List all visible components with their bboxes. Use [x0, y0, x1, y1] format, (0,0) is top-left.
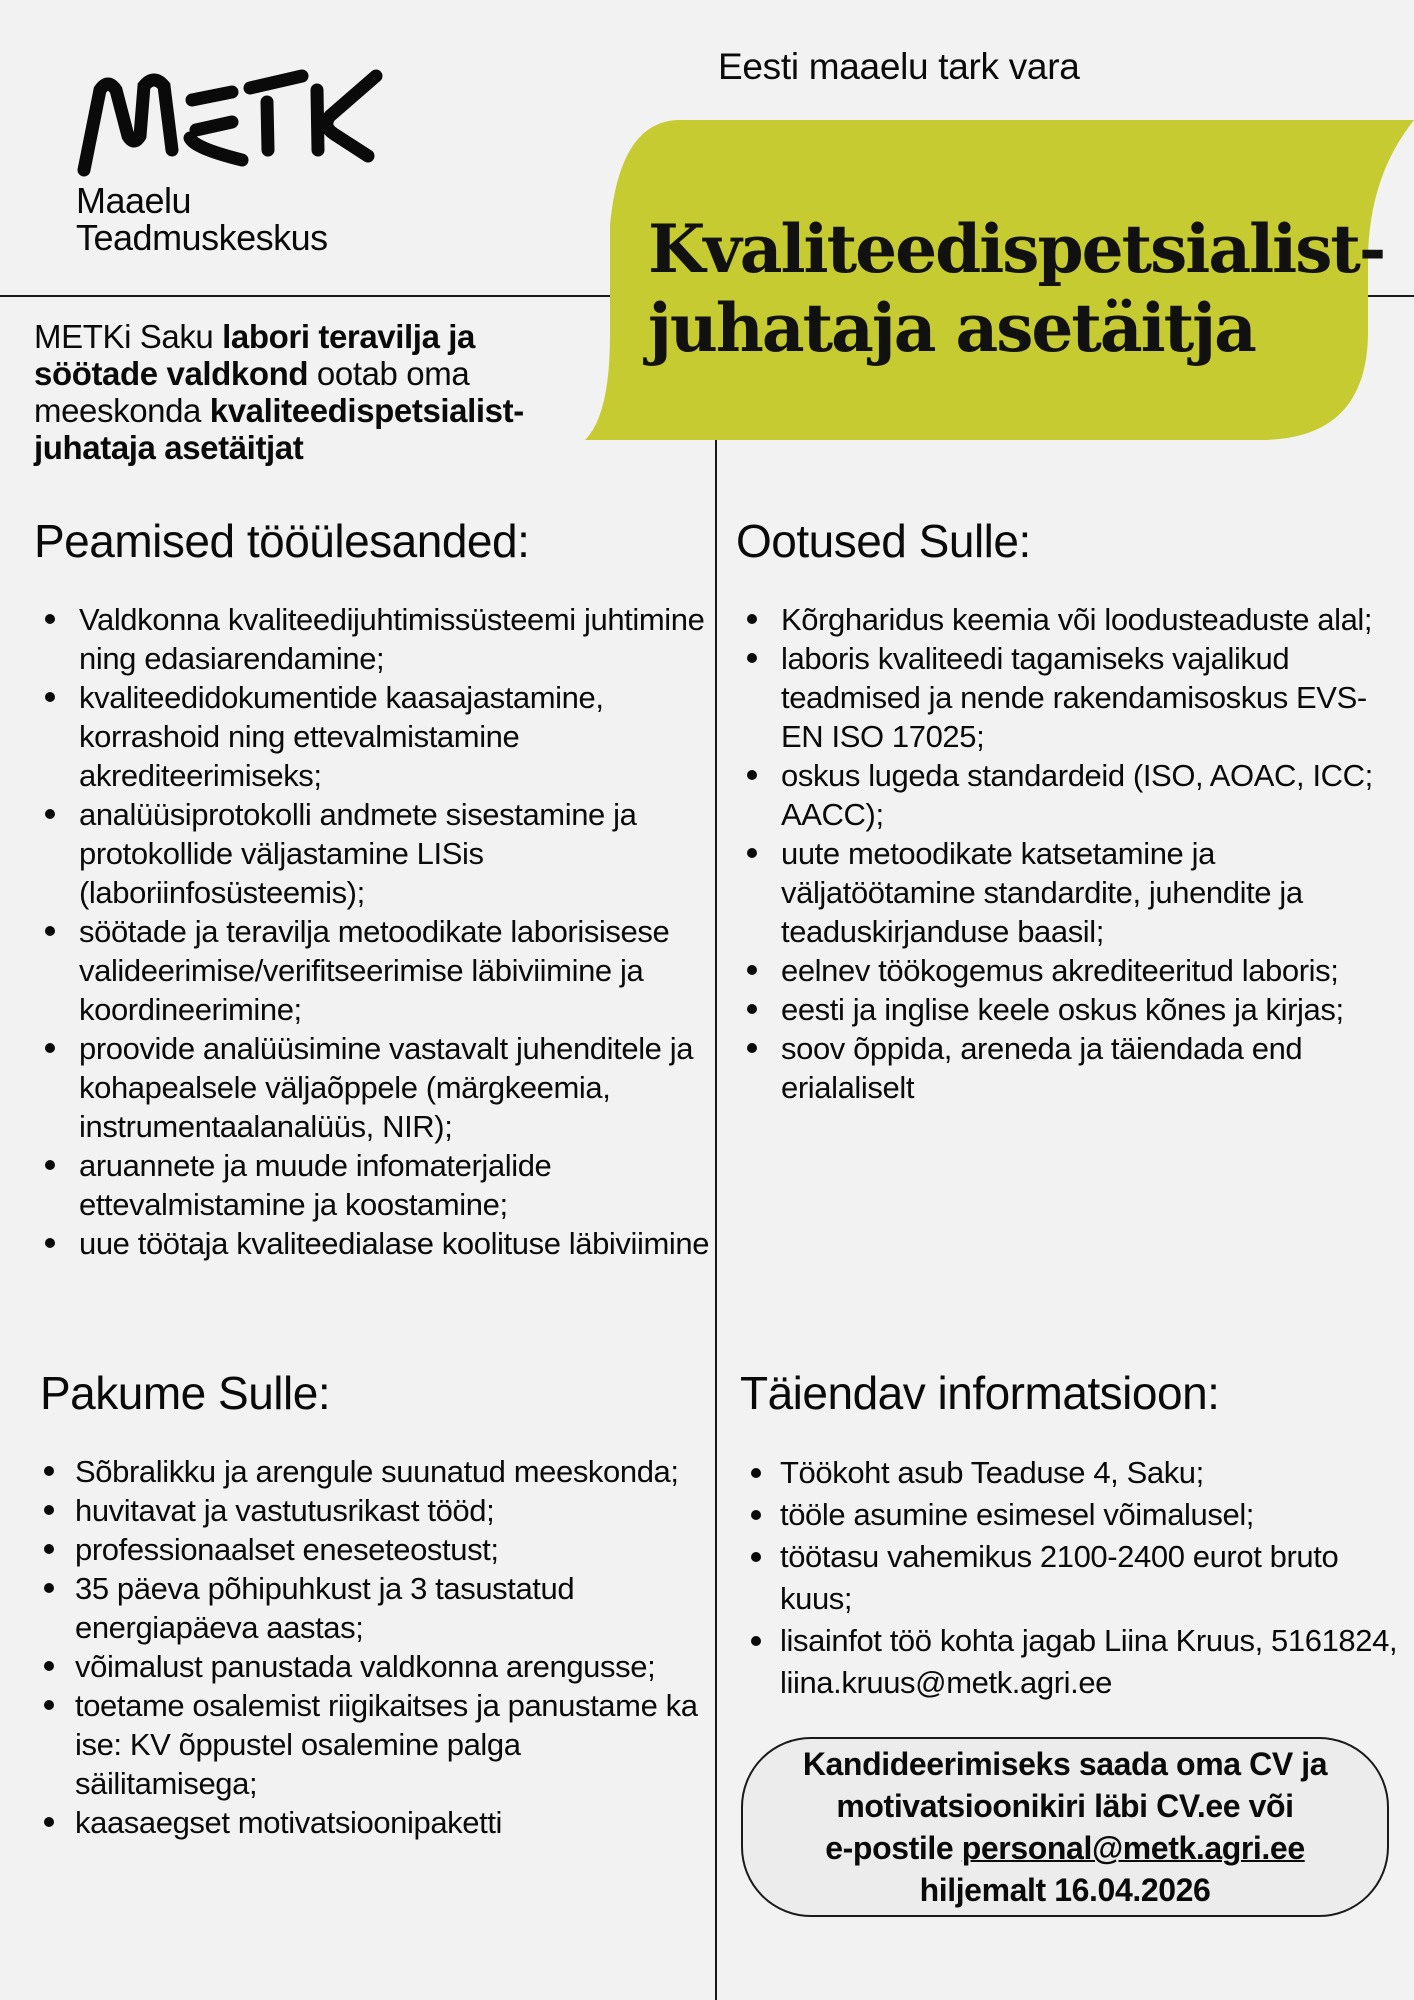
bullet-icon	[44, 1583, 54, 1593]
list-item-text: professionaalset eneseteostust;	[75, 1532, 499, 1567]
list-item-text: proovide analüüsimine vastavalt juhenditele ja kohapealsele väljaõppele (märgkeemia, instrumentaalanalüüs, NIR);	[79, 1031, 694, 1144]
list-item-text: huvitavat ja vastutusrikast tööd;	[75, 1493, 495, 1528]
offer-list	[40, 1452, 700, 1842]
expectations-list	[736, 600, 1406, 1107]
list-item	[736, 756, 1406, 834]
list-item	[40, 1803, 700, 1842]
bullet-icon	[751, 1468, 761, 1478]
intro-part2: labori teravilja ja söötade valdkond	[34, 318, 476, 392]
list-item	[740, 1452, 1410, 1494]
list-item	[40, 1530, 700, 1569]
list-item-text: töötasu vahemikus 2100-2400 eurot bruto kuus;	[780, 1539, 1339, 1616]
list-item-text: tööle asumine esimesel võimalusel;	[780, 1497, 1255, 1532]
bullet-icon	[747, 653, 757, 663]
list-item	[40, 1569, 700, 1647]
list-item-text: lisainfot töö kohta jagab Liina Kruus, 5161824, liina.kruus@metk.agri.ee	[780, 1623, 1398, 1700]
metk-logo	[72, 60, 392, 180]
list-item-text: uue töötaja kvaliteedialase koolituse läbiviimine	[79, 1226, 710, 1261]
list-item-text: eelnev töökogemus akrediteeritud laboris;	[781, 953, 1339, 988]
bullet-icon	[751, 1510, 761, 1520]
logo-letter-e-mid	[196, 122, 232, 130]
section-offer	[40, 1366, 700, 1842]
list-item	[736, 600, 1406, 639]
list-item-text: kvaliteedidokumentide kaasajastamine, korrashoid ning ettevalmistamine akrediteerimiseks;	[79, 680, 604, 793]
section-heading-info: Täiendav informatsioon:	[740, 1367, 1220, 1419]
bullet-icon	[45, 1043, 55, 1053]
bullet-icon	[45, 692, 55, 702]
cta-line1: Kandideerimiseks saada oma CV ja	[802, 1746, 1328, 1782]
list-item	[736, 951, 1406, 990]
logo-letter-k-stem	[317, 90, 318, 150]
list-item	[736, 990, 1406, 1029]
bullet-icon	[44, 1817, 54, 1827]
list-item	[34, 1224, 714, 1263]
logo-letter-e-bottom	[190, 138, 242, 160]
list-item-text: analüüsiprotokolli andmete sisestamine ja protokollide väljastamine LISis (laboriinfosüsteemis);	[79, 797, 637, 910]
list-item	[40, 1491, 700, 1530]
list-item-text: Töökoht asub Teaduse 4, Saku;	[780, 1455, 1204, 1490]
bullet-icon	[44, 1466, 54, 1476]
list-item	[34, 912, 714, 1029]
logo-letter-m	[84, 80, 172, 170]
job-title	[648, 210, 1384, 368]
logo-letter-t-stem	[267, 102, 268, 150]
logo-letter-e-top	[192, 92, 232, 100]
list-item-text: võimalust panustada valdkonna arengusse;	[75, 1649, 656, 1684]
list-item-text: Sõbralikku ja arengule suunatud meeskonda;	[75, 1454, 679, 1489]
tasks-list	[34, 600, 714, 1263]
bullet-icon	[747, 965, 757, 975]
list-item-text: aruannete ja muude infomaterjalide ettevalmistamine ja koostamine;	[79, 1148, 552, 1222]
section-heading-tasks: Peamised tööülesanded:	[34, 515, 530, 567]
list-item	[40, 1686, 700, 1803]
section-expectations	[736, 514, 1406, 1107]
application-callout	[741, 1737, 1389, 1917]
list-item-text: toetame osalemist riigikaitses ja panustame ka ise: KV õppustel osalemine palga säilitamisega;	[75, 1688, 698, 1801]
list-item-text: eesti ja inglise keele oskus kõnes ja kirjas;	[781, 992, 1344, 1027]
list-item-text: söötade ja teravilja metoodikate laborisisese valideerimise/verifitseerimise läbiviimine ja koordineerimine;	[79, 914, 670, 1027]
logo-subtitle-line1: Maaelu	[76, 180, 192, 221]
list-item	[740, 1620, 1410, 1704]
list-item-text: uute metoodikate katsetamine ja väljatöötamine standardite, juhendite ja teaduskirjanduse baasil;	[781, 836, 1303, 949]
job-title-line1: Kvaliteedispetsialist-	[648, 210, 1385, 288]
list-item	[740, 1536, 1410, 1620]
tagline: Eesti maaelu tark vara	[718, 46, 1080, 87]
bullet-icon	[45, 614, 55, 624]
info-list	[740, 1452, 1410, 1704]
logo-letter-t-bar	[250, 76, 302, 88]
email-link[interactable]: personal@metk.agri.ee	[961, 1830, 1305, 1866]
cta-line3-prefix: e-postile	[825, 1830, 962, 1866]
bullet-icon	[747, 848, 757, 858]
intro-part4: kvaliteedispetsialist-juhataja asetäitjat	[34, 392, 524, 466]
list-item-text: soov õppida, areneda ja täiendada end erialaliselt	[781, 1031, 1303, 1105]
section-info	[740, 1366, 1410, 1704]
section-heading-offer: Pakume Sulle:	[40, 1367, 331, 1419]
list-item-text: 35 päeva põhipuhkust ja 3 tasustatud energiapäeva aastas;	[75, 1571, 575, 1645]
list-item	[736, 639, 1406, 756]
bullet-icon	[751, 1552, 761, 1562]
logo-subtitle-line2: Teadmuskeskus	[76, 217, 328, 258]
bullet-icon	[747, 1043, 757, 1053]
list-item	[40, 1452, 700, 1491]
bullet-icon	[45, 1238, 55, 1248]
bullet-icon	[45, 1160, 55, 1170]
vertical-divider	[715, 440, 717, 2000]
list-item	[34, 1029, 714, 1146]
section-heading-expectations: Ootused Sulle:	[736, 515, 1031, 567]
list-item	[736, 1029, 1406, 1107]
bullet-icon	[747, 1004, 757, 1014]
intro-text	[34, 318, 594, 466]
list-item	[34, 1146, 714, 1224]
logo-letter-k-arms	[327, 76, 376, 156]
list-item-text: oskus lugeda standardeid (ISO, AOAC, ICC; AACC);	[781, 758, 1373, 832]
list-item-text: Kõrgharidus keemia või loodusteaduste alal;	[781, 602, 1373, 637]
list-item	[740, 1494, 1410, 1536]
job-title-line2: juhataja asetäitja	[648, 289, 1255, 367]
list-item-text: laboris kvaliteedi tagamiseks vajalikud teadmised ja nende rakendamisoskus EVS-EN ISO 17025;	[781, 641, 1367, 754]
bullet-icon	[44, 1544, 54, 1554]
bullet-icon	[747, 770, 757, 780]
list-item	[736, 834, 1406, 951]
cta-line3	[825, 1827, 1304, 1869]
intro-part1: METKi Saku	[34, 318, 223, 355]
list-item	[40, 1647, 700, 1686]
bullet-icon	[44, 1700, 54, 1710]
list-item	[34, 678, 714, 795]
intro-part3: ootab oma meeskonda	[34, 355, 470, 429]
cta-deadline: hiljemalt 16.04.2026	[919, 1872, 1211, 1908]
list-item	[34, 600, 714, 678]
list-item-text: kaasaegset motivatsioonipaketti	[75, 1805, 503, 1840]
list-item-text: Valdkonna kvaliteedijuhtimissüsteemi juhtimine ning edasiarendamine;	[79, 602, 705, 676]
bullet-icon	[44, 1661, 54, 1671]
bullet-icon	[45, 809, 55, 819]
bullet-icon	[44, 1505, 54, 1515]
list-item	[34, 795, 714, 912]
bullet-icon	[747, 614, 757, 624]
bullet-icon	[751, 1636, 761, 1646]
section-tasks	[34, 514, 714, 1263]
bullet-icon	[45, 926, 55, 936]
cta-line2: motivatsioonikiri läbi CV.ee või	[836, 1788, 1294, 1824]
logo-subtitle	[76, 182, 328, 256]
